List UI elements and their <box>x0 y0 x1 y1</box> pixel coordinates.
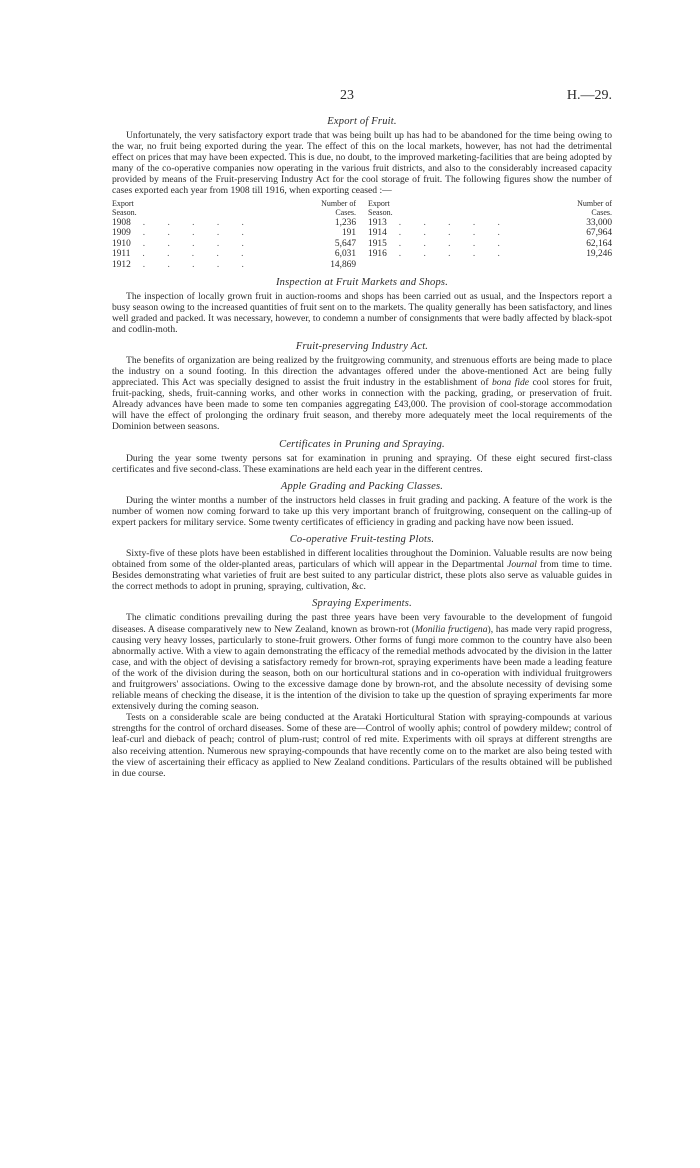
row-year: 1910 <box>112 238 131 249</box>
row-leader: . . . . . <box>142 228 254 239</box>
header-season: Export Season. <box>368 198 393 217</box>
page-number: 23 <box>340 88 354 103</box>
table-row <box>368 218 612 229</box>
section-title-testing-plots: Co-operative Fruit-testing Plots. <box>289 534 435 546</box>
row-cases: 1,236 <box>334 217 356 228</box>
row-leader: . . . . . <box>142 238 254 249</box>
export-paragraph: Unfortunately, the very satisfactory export trade that was being built up has had to be abandoned for the time being owing to the war, no fruit being exported during the year. The effect of this on the local markets, however, has not had the detrimental effect on prices that may have been expected. This is due, no doubt, to the improved marketing-facilities that are being adopted by many of the co-operative companies now operating in the various fruit districts, and also to the considerably increased capacity provided by means of the Fruit-preserving Industry Act for the cool storage of fruit. The following figures show the number of cases exported each year from 1908 till 1916, when exporting ceased :— <box>112 130 612 197</box>
section-title-preserving: Fruit-preserving Industry Act. <box>295 340 429 352</box>
row-year: 1911 <box>112 249 131 260</box>
section-title-certificates: Certificates in Pruning and Spraying. <box>279 438 445 450</box>
text-run: Sixty-five of these plots have been established in different localities throughout the Dominion. Valuable results are now being obtained from some of the older-planted areas, particulars of which will appear in the Departmental <box>112 548 612 571</box>
row-year: 1908 <box>112 217 131 228</box>
table-row <box>112 260 356 271</box>
table-row <box>112 228 356 239</box>
italic-term: Monilia fructigena <box>414 623 488 635</box>
table-header <box>112 199 356 217</box>
row-cases: 5,647 <box>334 238 356 249</box>
apple-grading-paragraph: During the winter months a number of the instructors held classes in fruit grading and packing. A feature of the work is the number of women now coming forward to take up this very important branch of fruitgrowing, consequent on the calling-up of expert packers for military service. Some twenty certificates of efficiency in grading and packing have now been issued. <box>112 494 612 528</box>
certificates-paragraph: During the year some twenty persons sat for examination in pruning and spraying. Of these eight secured first-class certificates and five second-class. These examinations are held each year in the different centres. <box>112 452 612 475</box>
export-table-right <box>368 199 612 271</box>
row-leader: . . . . . <box>142 249 254 260</box>
header-cases: Number of Cases. <box>577 198 612 217</box>
page-reference: H.—29. <box>566 88 612 103</box>
row-cases: 67,964 <box>586 228 612 239</box>
row-cases: 14,869 <box>330 259 356 270</box>
row-cases: 33,000 <box>586 217 612 228</box>
row-leader: . . . . . <box>398 238 510 249</box>
text-run: from time to time. Besides demonstrating what varieties of fruit are best suited to any particular district, these plots also serve as valuable guides in the correct methods to adopt in pruning, spraying, cultivation, &c. <box>112 559 612 593</box>
row-leader: . . . . . <box>398 228 510 239</box>
document-page <box>112 88 612 779</box>
table-row <box>112 218 356 229</box>
testing-plots-paragraph <box>112 548 612 592</box>
section-title-spraying: Spraying Experiments. <box>312 598 412 610</box>
text-run: cool stores for fruit, fruit-packing, sheds, fruit-canning works, and other works in connection with the packing, grading, or preservation of fruit. Already advances have been made to some ten companies aggregating £43,000. The provision of cool-storage accommodation will have the effect of prolonging the ordinary fruit season, and thereby more adequately meet the local requirements of the Dominion between seasons. <box>112 377 612 433</box>
italic-term: Journal <box>507 559 537 571</box>
italic-term: bona fide <box>492 377 530 389</box>
row-leader: . . . . . <box>142 259 254 270</box>
section-title-inspection: Inspection at Fruit Markets and Shops. <box>275 276 449 288</box>
page-header <box>112 88 612 110</box>
section-title-export: Export of Fruit. <box>327 116 397 127</box>
section-title-apple-grading: Apple Grading and Packing Classes. <box>280 480 444 492</box>
row-year: 1913 <box>368 217 387 228</box>
row-cases: 6,031 <box>334 249 356 260</box>
row-year: 1914 <box>368 228 387 239</box>
table-row <box>368 228 612 239</box>
table-row <box>112 249 356 260</box>
export-table <box>112 199 612 271</box>
export-table-left <box>112 199 356 271</box>
table-row <box>112 239 356 250</box>
row-year: 1912 <box>112 259 131 270</box>
text-run: The climatic conditions prevailing during the past three years have been very favourable to the development of fungoid diseases. A disease comparatively new to New Zealand, known as brown-rot ( <box>112 612 612 635</box>
text-run: ), has made very rapid progress, causing very heavy losses, particularly to stone-fruit growers. Other forms of fungi more common to the country have also been abnormally active. With a view to again demonstrating the efficacy of the remedial methods advocated by the division in the latter case, and with the object of devising a satisfactory remedy for brown-rot, spraying experiments have been made a leading feature of the work of the division during the season, both on our horticultural stations and in co-operation with individual fruitgrowers and fruitgrowers' associations. Owing to the excessive damage done by brown-rot, and the absolute necessity of devising some reliable means of checking the disease, it is the intention of the division to take up the question of spraying experiments far more extensively during the coming season. <box>112 623 613 713</box>
inspection-paragraph: The inspection of locally grown fruit in auction-rooms and shops has been carried out as usual, and the Inspectors report a busy season owing to the increased quantities of fruit sent on to the markets. The quality generally has been satisfactory, and lines well graded and packed. It was necessary, however, to condemn a number of consignments that were badly affected by black-spot and codlin-moth. <box>112 290 612 335</box>
spraying-paragraph-2: Tests on a considerable scale are being conducted at the Arataki Horticultural Station with spraying-compounds at various strengths for the control of orchard diseases. Some of these are—Control of woolly aphis; control of powdery mildew; control of leaf-curl and dieback of peach; control of plum-rust; control of red mite. Experiments with oil sprays at different strengths are also receiving attention. Numerous new spraying-compounds that have recently come on to the market are also being tested with the view of ascertaining their efficacy as applied to New Zealand conditions. Particulars of the results obtained will be published in due course. <box>112 712 612 779</box>
row-cases: 191 <box>341 228 356 239</box>
header-season: Export Season. <box>112 198 137 217</box>
row-year: 1915 <box>368 238 387 249</box>
table-header <box>368 199 612 217</box>
preserving-paragraph <box>112 355 612 433</box>
table-row <box>368 249 612 260</box>
row-leader: . . . . . <box>398 217 510 228</box>
row-leader: . . . . . <box>142 217 254 228</box>
row-cases: 62,164 <box>586 238 612 249</box>
row-year: 1909 <box>112 228 131 239</box>
row-leader: . . . . . <box>398 249 510 260</box>
header-cases: Number of Cases. <box>321 198 356 217</box>
row-year: 1916 <box>368 249 387 260</box>
row-cases: 19,246 <box>586 249 612 260</box>
spraying-paragraph-1 <box>112 612 612 712</box>
text-run: The benefits of organization are being realized by the fruitgrowing community, and strenuous efforts are being made to place the industry on a sound footing. In this direction the advantages offered under the above-mentioned Act are being fully appreciated. This Act was specially designed to assist the fruit industry in the establishment of <box>112 354 612 389</box>
table-row <box>368 239 612 250</box>
